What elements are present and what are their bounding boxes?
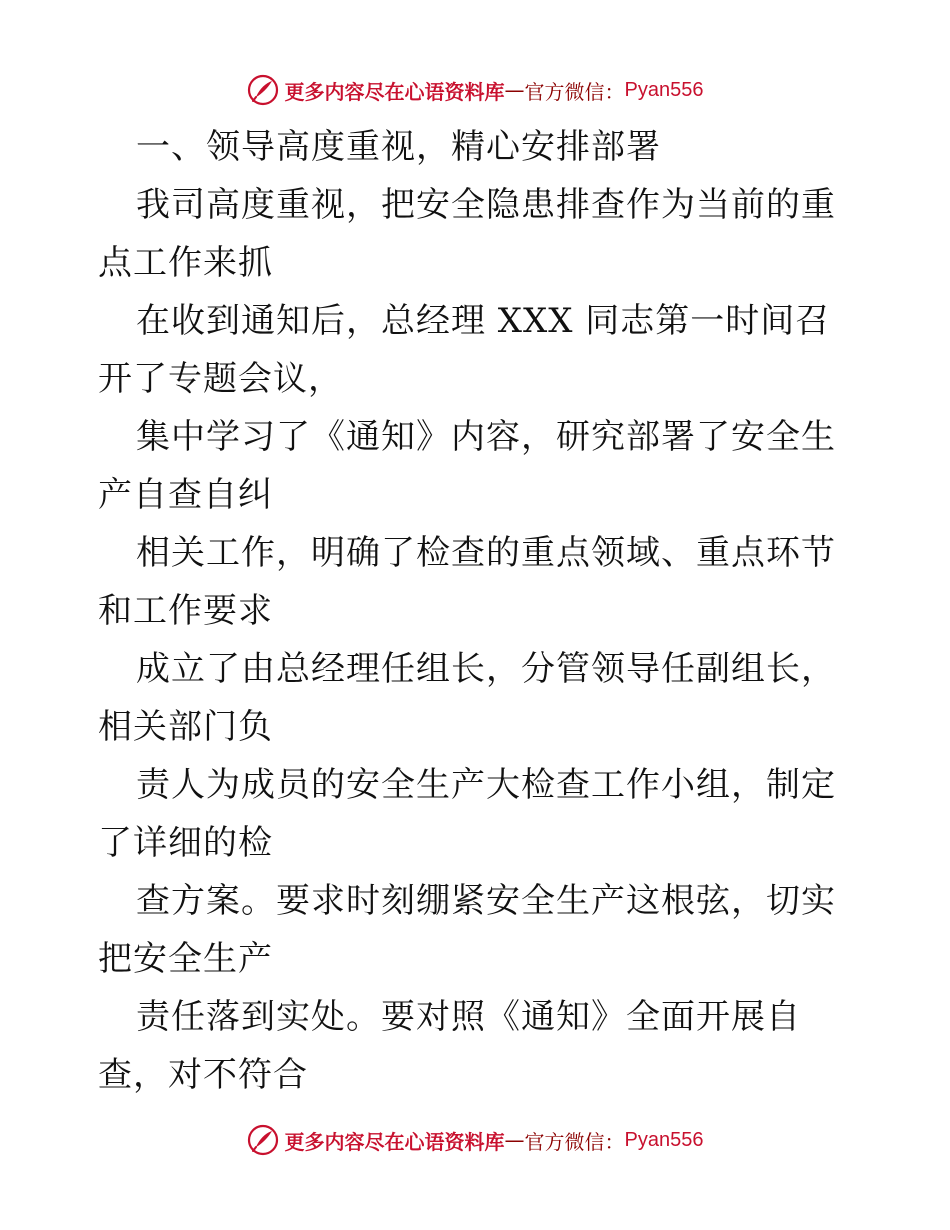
- watermark-wechat-label: 官方微信：: [524, 79, 625, 104]
- watermark-wechat-label: 官方微信：: [524, 1129, 625, 1154]
- header-watermark: [0, 70, 950, 110]
- watermark-separator: —: [504, 1128, 525, 1152]
- document-body: [98, 118, 858, 1104]
- paragraph: 在收到通知后，总经理 XXX 同志第一时间召开了专题会议，: [98, 301, 831, 399]
- paragraph: 相关工作，明确了检查的重点领域、重点环节和工作要求: [98, 533, 836, 631]
- paragraph: 查方案。要求时刻绷紧安全生产这根弦，切实把安全生产: [98, 881, 836, 979]
- paragraph: 成立了由总经理任组长，分管领导任副组长，相关部门负: [98, 649, 836, 747]
- paragraph: 我司高度重视，把安全隐患排查作为当前的重点工作来抓: [98, 185, 836, 283]
- watermark-separator: —: [504, 78, 525, 102]
- watermark-wechat-handle: Pyan556: [624, 1128, 704, 1151]
- feather-pen-logo-icon: [247, 1124, 279, 1156]
- section-heading: 一、领导高度重视，精心安排部署: [136, 127, 661, 167]
- watermark-site-text: 更多内容尽在心语资料库: [284, 79, 505, 104]
- watermark-site-text: 更多内容尽在心语资料库: [284, 1129, 505, 1154]
- watermark-wechat-handle: Pyan556: [624, 78, 704, 101]
- footer-watermark: [0, 1120, 950, 1160]
- paragraph: 责任落到实处。要对照《通知》全面开展自查，对不符合: [98, 997, 801, 1095]
- paragraph: 责人为成员的安全生产大检查工作小组，制定了详细的检: [98, 765, 836, 863]
- paragraph: 集中学习了《通知》内容，研究部署了安全生产自查自纠: [98, 417, 836, 515]
- feather-pen-logo-icon: [247, 74, 279, 106]
